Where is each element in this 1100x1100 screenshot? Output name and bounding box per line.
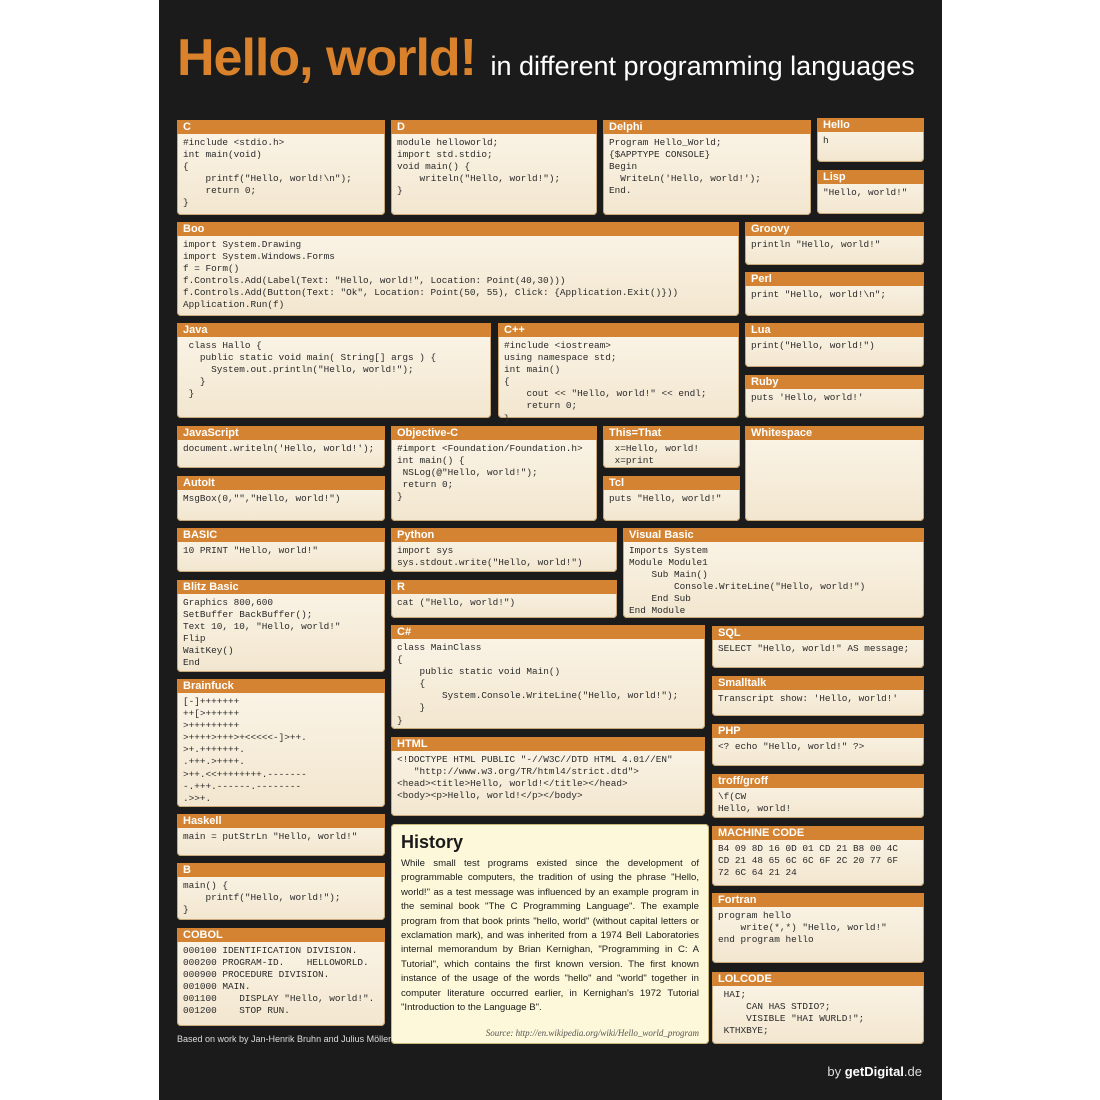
code-block: SELECT "Hello, world!" AS message;	[718, 643, 910, 654]
card-cobol	[177, 928, 385, 1026]
title-sub: in different programming languages	[490, 51, 915, 81]
code-block: MsgBox(0,"","Hello, world!")	[183, 493, 341, 504]
card-title: C	[177, 120, 385, 134]
code-block	[745, 440, 924, 446]
card-thisthat	[603, 426, 740, 468]
card-machine-code	[712, 826, 924, 886]
code-block: #include <iostream> using namespace std; int main() { cout << "Hello, world!" << endl; return 0; }	[504, 340, 707, 424]
card-title: D	[391, 120, 597, 134]
code-block: "Hello, world!"	[823, 187, 908, 198]
history-text: While small test programs existed since the development of programmable computers, the tradition of using the phrase "Hello, world!" as a test message was influenced by an example program in the seminal book "The C Programming Language". The example program from that book prints "hello, world" (without capital letters or exclamation mark), and was inherited from a 1974 Bell Laboratories internal memorandum by Brian Kernighan, "Programming in C: A Tutorial", which contains the first known version. The first known instance of the usage of the words "hello" and "world" together in computer literature occurred earlier, in Kernighan's 1972 Tutorial "Introduction to the Language B".	[401, 858, 699, 1014]
card-title: Fortran	[712, 893, 924, 907]
card-whitespace	[745, 426, 924, 521]
code-block: h	[823, 135, 829, 146]
card-d	[391, 120, 597, 215]
brand-prefix: by	[827, 1064, 845, 1079]
card-hello	[817, 118, 924, 162]
card-basic	[177, 528, 385, 572]
card-lua	[745, 323, 924, 367]
card-groovy	[745, 222, 924, 265]
code-block: main() { printf("Hello, world!"); }	[183, 880, 341, 916]
code-block: import System.Drawing import System.Windows.Forms f = Form() f.Controls.Add(Label(Text: "Hello, world!", Location: Point(40,30))) f.Controls.Add(Button(Text: "Ok", Location: Point(50, 55), Click: {Application.Exit()})) Application.Run(f)	[183, 239, 679, 311]
card-cpp	[498, 323, 739, 424]
card-title: MACHINE CODE	[712, 826, 924, 840]
card-title: PHP	[712, 724, 924, 738]
card-b	[177, 863, 385, 920]
brand-logo	[827, 1064, 922, 1079]
card-title: Java	[177, 323, 491, 337]
card-lisp	[817, 170, 924, 214]
history-source: Source: http://en.wikipedia.org/wiki/Hello_world_program	[485, 1028, 699, 1038]
card-javascript	[177, 426, 385, 468]
card-title: C#	[391, 625, 705, 639]
card-title: JavaScript	[177, 426, 385, 440]
card-title: Delphi	[603, 120, 811, 134]
code-block: B4 09 8D 16 0D 01 CD 21 B8 00 4C CD 21 48 65 6C 6C 6F 2C 20 77 6F 72 6C 64 21 24	[718, 843, 899, 879]
code-block: 10 PRINT "Hello, world!"	[183, 545, 319, 556]
code-block: import sys sys.stdout.write("Hello, world!")	[397, 545, 583, 569]
code-block: \f(CW Hello, world!	[718, 791, 792, 815]
card-objc	[391, 426, 597, 521]
card-blitz-basic	[177, 580, 385, 672]
code-block: [-]+++++++ ++[>++++++ >+++++++++ >++++>+++>+<<<<<-]>++. >+.+++++++. .+++.>++++. >++.<<++++++++.------- -.+++.------.-------- .>>+.	[183, 696, 307, 804]
code-block: HAI; CAN HAS STDIO?; VISIBLE "HAI WURLD!"; KTHXBYE;	[723, 989, 865, 1037]
card-title: B	[177, 863, 385, 877]
card-tcl	[603, 476, 740, 521]
credit-text: Based on work by Jan-Henrik Bruhn and Julius Möller	[177, 1034, 392, 1044]
code-block: module helloworld; import std.stdio; void main() { writeln("Hello, world!"); }	[397, 137, 561, 197]
card-csharp	[391, 625, 705, 729]
brand-suffix: .de	[903, 1064, 922, 1079]
card-autoit	[177, 476, 385, 521]
card-c	[177, 120, 385, 215]
card-title: Brainfuck	[177, 679, 385, 693]
title-main: Hello, world!	[177, 29, 476, 87]
card-title: Blitz Basic	[177, 580, 385, 594]
card-ruby	[745, 375, 924, 418]
card-troff	[712, 774, 924, 818]
card-title: Haskell	[177, 814, 385, 828]
poster	[159, 0, 942, 1100]
code-block: class Hallo { public static void main( String[] args ) { System.out.println("Hello, world!"); } }	[188, 340, 437, 400]
card-title: Hello	[817, 118, 924, 132]
card-title: R	[391, 580, 617, 594]
code-block: class MainClass { public static void Main() { System.Console.WriteLine("Hello, world!"); } }	[397, 642, 679, 726]
code-block: <? echo "Hello, world!" ?>	[718, 741, 865, 752]
card-brainfuck	[177, 679, 385, 807]
code-block: main = putStrLn "Hello, world!"	[183, 831, 358, 842]
code-block: Transcript show: 'Hello, world!'	[718, 693, 899, 704]
card-title: COBOL	[177, 928, 385, 942]
code-block: 000100 IDENTIFICATION DIVISION. 000200 PROGRAM-ID. HELLOWORLD. 000900 PROCEDURE DIVISION. 001000 MAIN. 001100 DISPLAY "Hello, world!". 001200 STOP RUN.	[183, 945, 375, 1017]
card-title: Boo	[177, 222, 739, 236]
card-title: Lua	[745, 323, 924, 337]
code-block: #include <stdio.h> int main(void) { printf("Hello, world!\n"); return 0; }	[183, 137, 352, 209]
card-boo	[177, 222, 739, 316]
card-php	[712, 724, 924, 766]
card-title: Lisp	[817, 170, 924, 184]
card-title: Tcl	[603, 476, 740, 490]
card-java	[177, 323, 491, 418]
card-title: HTML	[391, 737, 705, 751]
code-block: #import <Foundation/Foundation.h> int main() { NSLog(@"Hello, world!"); return 0; }	[397, 443, 583, 503]
card-title: Whitespace	[745, 426, 924, 440]
card-title: Objective-C	[391, 426, 597, 440]
card-python	[391, 528, 617, 572]
code-block: cat ("Hello, world!")	[397, 597, 516, 608]
code-block: print("Hello, world!")	[751, 340, 875, 351]
card-title: Python	[391, 528, 617, 542]
card-smalltalk	[712, 676, 924, 716]
brand-name: getDigital	[844, 1064, 904, 1079]
code-block: Program Hello_World; {$APPTYPE CONSOLE} Begin WriteLn('Hello, world!'); End.	[609, 137, 761, 197]
card-title: SQL	[712, 626, 924, 640]
card-title: LOLCODE	[712, 972, 924, 986]
code-block: program hello write(*,*) "Hello, world!" end program hello	[718, 910, 887, 946]
card-visual-basic	[623, 528, 924, 618]
code-block: x=Hello, world! x=print	[614, 443, 700, 467]
code-block: puts 'Hello, world!'	[751, 392, 864, 403]
card-delphi	[603, 120, 811, 215]
card-title: troff/groff	[712, 774, 924, 788]
card-title: This=That	[603, 426, 740, 440]
card-haskell	[177, 814, 385, 856]
card-html	[391, 737, 705, 816]
card-title: Perl	[745, 272, 924, 286]
history-heading: History	[401, 832, 464, 852]
card-sql	[712, 626, 924, 668]
code-block: <!DOCTYPE HTML PUBLIC "-//W3C//DTD HTML 4.01//EN" "http://www.w3.org/TR/html4/strict.dtd"> <head><title>Hello, world!</title></head> <body><p>Hello, world!</p></body>	[397, 754, 673, 802]
code-block: Graphics 800,600 SetBuffer BackBuffer(); Text 10, 10, "Hello, world!" Flip WaitKey() End	[183, 597, 341, 669]
card-r	[391, 580, 617, 618]
card-title: Smalltalk	[712, 676, 924, 690]
card-title: Ruby	[745, 375, 924, 389]
card-title: AutoIt	[177, 476, 385, 490]
card-title: C++	[498, 323, 739, 337]
card-title: Visual Basic	[623, 528, 924, 542]
code-block: println "Hello, world!"	[751, 239, 881, 250]
code-block: document.writeln('Hello, world!');	[183, 443, 375, 454]
card-title: Groovy	[745, 222, 924, 236]
page-title	[177, 28, 937, 88]
card-fortran	[712, 893, 924, 963]
code-block: Imports System Module Module1 Sub Main() Console.WriteLine("Hello, world!") End Sub End Module	[629, 545, 866, 617]
code-block: puts "Hello, world!"	[609, 493, 722, 504]
card-title: BASIC	[177, 528, 385, 542]
card-lolcode	[712, 972, 924, 1044]
history-panel	[391, 824, 709, 1044]
code-block: print "Hello, world!\n";	[751, 289, 887, 300]
card-perl	[745, 272, 924, 316]
